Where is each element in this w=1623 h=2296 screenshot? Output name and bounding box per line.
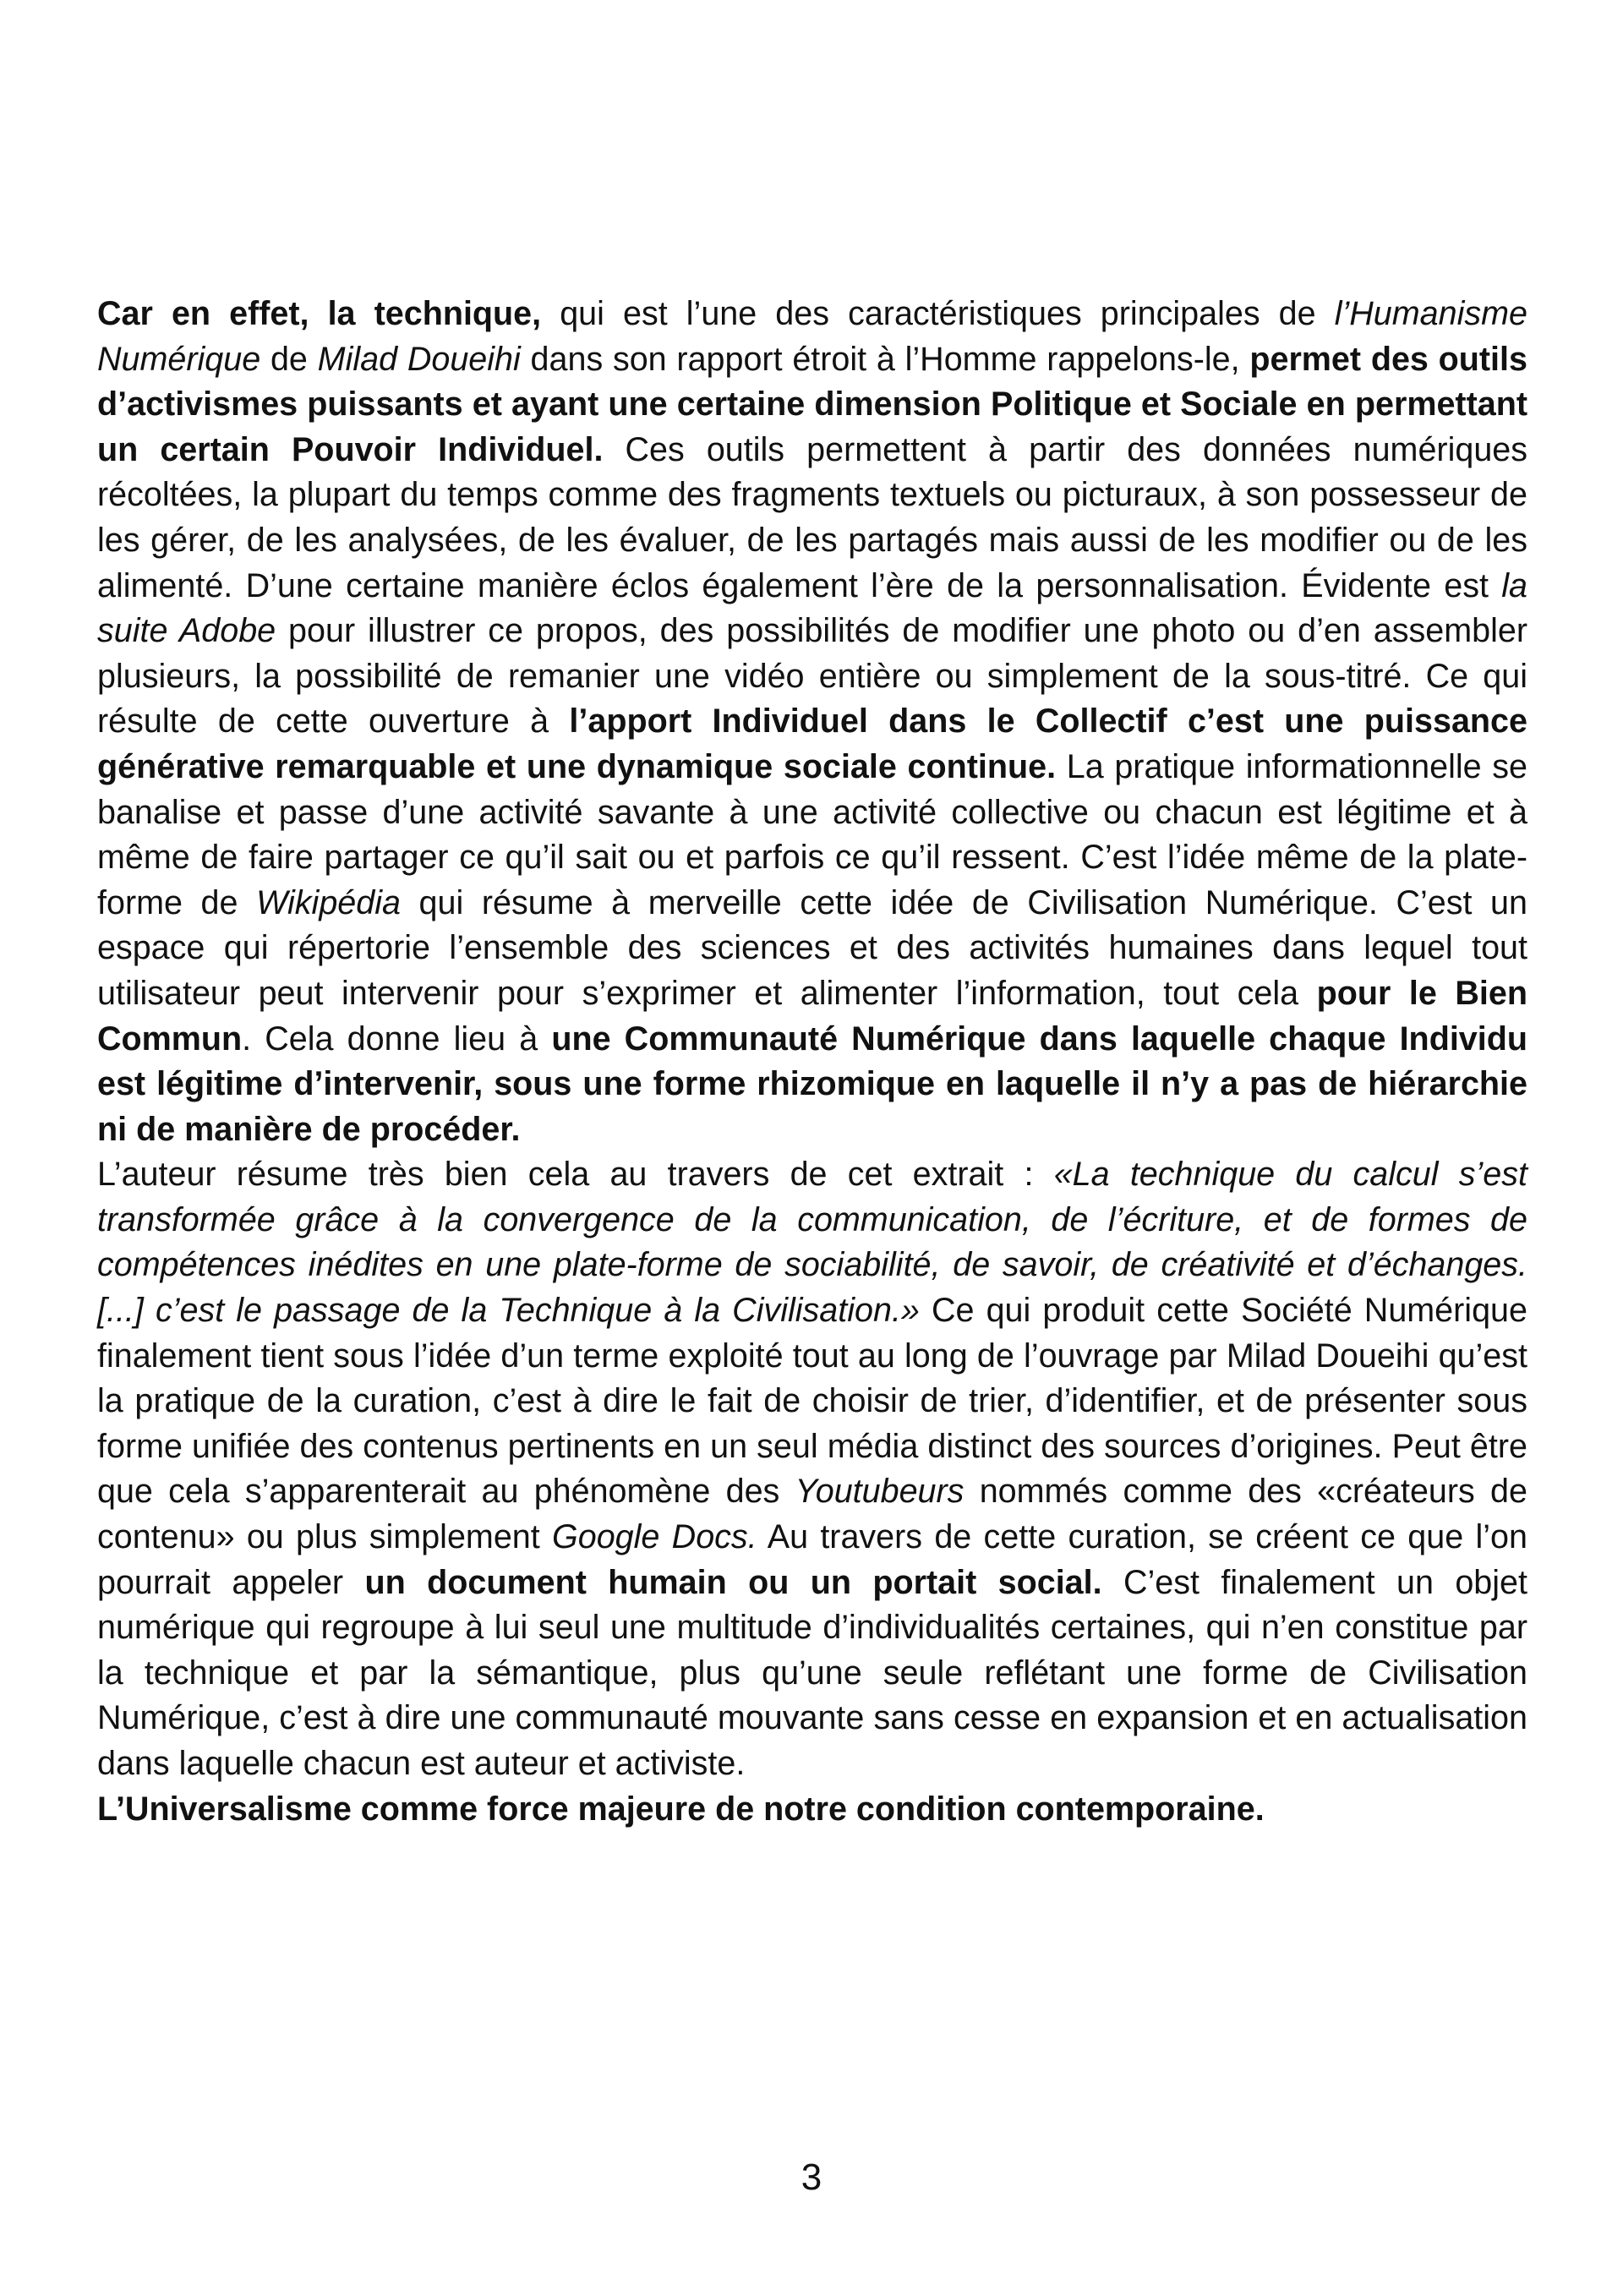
text-run: qui est l’une des caractéristiques principales de: [541, 295, 1335, 332]
text-run: nommés comme des «créateurs de contenu» ou plus simplement: [97, 1473, 1527, 1556]
text-run: une Communauté Numérique dans laquelle chaque Individu est légitime d’intervenir, sous une forme rhizomique en laquelle il n’y a pas de hiérarchie ni de manière de procéder.: [97, 1020, 1527, 1148]
text-run: dans son rapport étroit à l’Homme rappelons-le,: [520, 340, 1250, 378]
text-run: «La technique du calcul s’est transformée grâce à la convergence de la communication, de l’écriture, et de formes de compétences inédites en une plate-forme de sociabilité, de savoir, de créativité et d’échanges. [...] c’est le passage de la Technique à la Civilisation.»: [97, 1156, 1527, 1330]
text-run: La pratique informationnelle se banalise et passe d’une activité savante à une activité collective ou chacun est légitime et à même de faire partager ce qu’il sait ou et parfois ce qu’il ressent. C’est l’idée même de la plate-forme de: [97, 747, 1527, 921]
text-run: l’apport Individuel dans le Collectif c’est une puissance générative remarquable et une dynamique sociale continue.: [97, 702, 1527, 785]
page-number: 3: [801, 2157, 822, 2198]
paragraph-3: [97, 1787, 1527, 1833]
text-run: . Cela donne lieu à: [242, 1020, 552, 1058]
text-run: pour le Bien Commun: [97, 974, 1527, 1058]
text-run: Google Docs.: [552, 1518, 757, 1556]
text-run: Car en effet, la technique,: [97, 295, 542, 332]
text-run: Au travers de cette curation, se créent ce que l’on pourrait appeler: [97, 1518, 1527, 1601]
text-run: Ces outils permettent à partir des données numériques récoltées, la plupart du temps comme des fragments textuels ou picturaux, à son possesseur de les gérer, de les analysées, de les évaluer, de les partagés mais aussi de les modifier ou de les alimenté. D’une certaine manière éclos également l’ère de la personnalisation. Évidente est: [97, 430, 1527, 604]
text-run: L’auteur résume très bien cela au travers de cet extrait :: [97, 1156, 1054, 1194]
text-run: pour illustrer ce propos, des possibilités de modifier une photo ou d’en assembler plusieurs, la possibilité de remanier une vidéo entière ou simplement de la sous-titré. Ce qui résulte de cette ouverture à: [97, 612, 1527, 741]
text-run: l’Humanisme Numérique: [97, 295, 1527, 378]
text-run: qui résume à merveille cette idée de Civilisation Numérique. C’est un espace qui répertorie l’ensemble des sciences et des activités humaines dans lequel tout utilisateur peut intervenir pour s’exprimer et alimenter l’information, tout cela: [97, 883, 1527, 1012]
text-run: Milad Doueihi: [317, 340, 521, 378]
body-text: [97, 292, 1527, 1832]
text-run: Youtubeurs: [795, 1473, 965, 1511]
text-run: permet des outils d’activismes puissants et ayant une certaine dimension Politique et Sociale en permettant un certain Pouvoir Individuel.: [97, 340, 1527, 468]
text-run: de: [260, 340, 318, 378]
text-run: Ce qui produit cette Société Numérique finalement tient sous l’idée d’un terme exploité tout au long de l’ouvrage par Milad Doueihi qu’est la pratique de la curation, c’est à dire le fait de choisir de trier, d’identifier, et de présenter sous forme unifiée des contenus pertinents en un seul média distinct des sources d’origines. Peut être que cela s’apparenterait au phénomène des: [97, 1292, 1527, 1511]
text-run: un document humain ou un portait social.: [364, 1563, 1102, 1601]
paragraph-1: [97, 292, 1527, 1152]
text-run: L’Universalisme comme force majeure de notre condition contemporaine.: [97, 1790, 1265, 1828]
paragraph-2: [97, 1152, 1527, 1786]
text-run: C’est finalement un objet numérique qui regroupe à lui seul une multitude d’individualités certaines, qui n’en constitue par la technique et par la sémantique, plus qu’une seule reflétant une forme de Civilisation Numérique, c’est à dire une communauté mouvante sans cesse en expansion et en actualisation dans laquelle chacun est auteur et activiste.: [97, 1563, 1527, 1782]
text-run: la suite Adobe: [97, 566, 1527, 650]
text-run: Wikipédia: [256, 883, 401, 921]
